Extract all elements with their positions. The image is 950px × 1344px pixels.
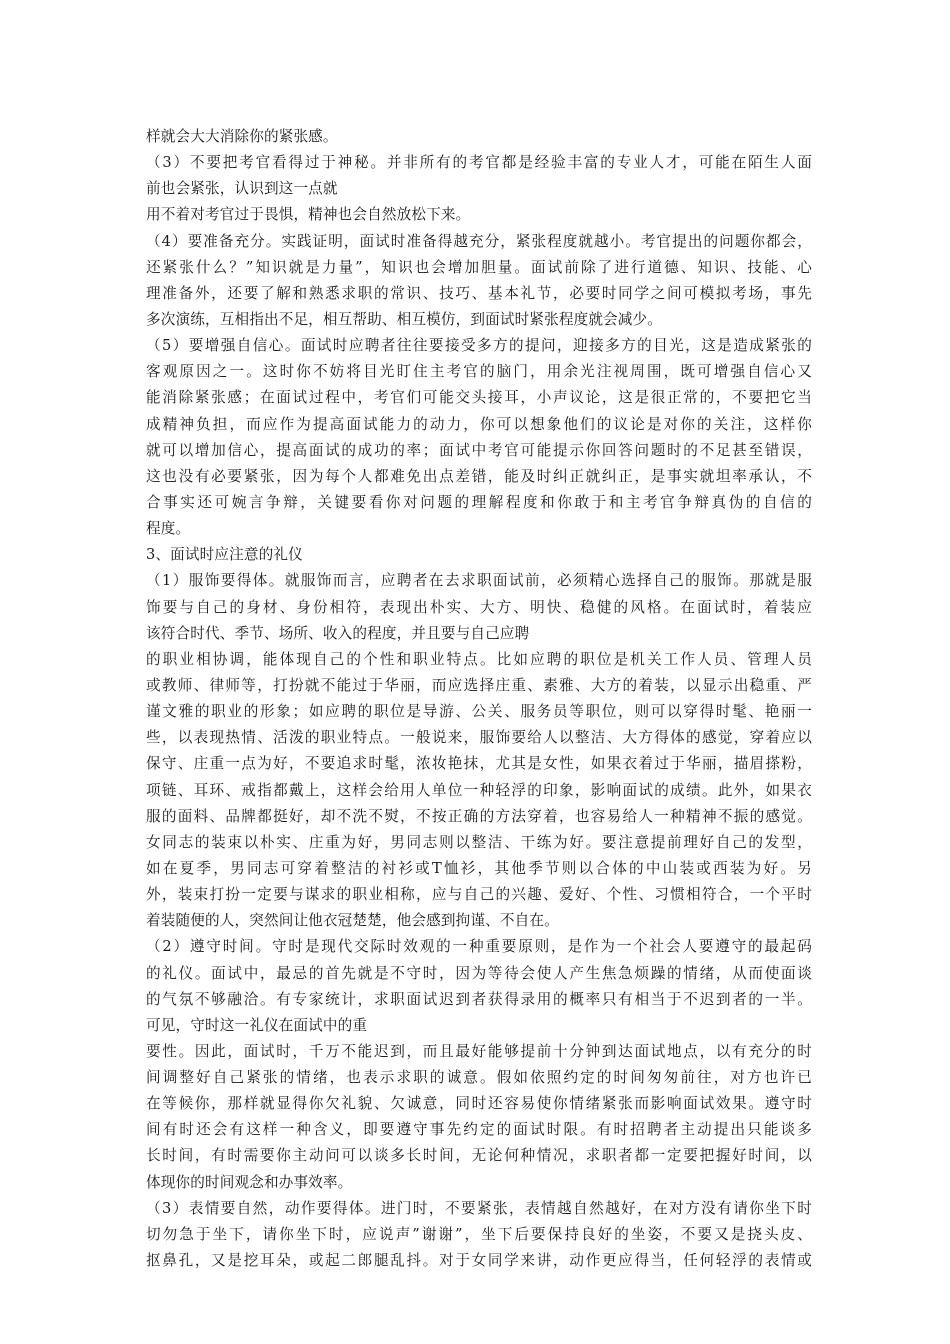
- text-line: 客观原因之一。这时你不妨将目光盯住主考官的脑门，用余光注视周围，既可增强自信心又: [146, 363, 812, 381]
- text-line: （4）要准备充分。实践证明，面试时准备得越充分，紧张程度就越小。考官提出的问题你都会，: [146, 232, 812, 250]
- document-body: [146, 124, 812, 1274]
- text-line: （1）服饰要得体。就服饰而言，应聘者在去求职面试前，必须精心选择自己的服饰。那就是服: [146, 572, 812, 590]
- text-line: 用不着对考官过于畏惧，精神也会自然放松下来。: [146, 206, 471, 224]
- text-line: （5）要增强自信心。面试时应聘者往往要接受多方的提问，迎接多方的目光，这是造成紧张的: [146, 337, 812, 355]
- text-line: 女同志的装束以朴实、庄重为好，男同志则以整洁、干练为好。要注意提前理好自己的发型，: [146, 833, 812, 851]
- text-line: 着装随便的人，突然间让他衣冠楚楚，他会感到拘谨、不自在。: [146, 912, 559, 930]
- text-line: 的气氛不够融洽。有专家统计，求职面试迟到者获得录用的概率只有相当于不迟到者的一半。: [146, 990, 812, 1008]
- text-line: 服的面料、品牌都挺好，却不洗不熨，不按正确的方法穿着，也容易给人一种精神不振的感觉。: [146, 807, 812, 825]
- text-line: 在等候你，那样就显得你欠礼貌、欠诚意，同时还容易使你情绪紧张而影响面试效果。遵守时: [146, 1095, 812, 1113]
- text-line: 的礼仪。面试中，最忌的首先就是不守时，因为等待会使人产生焦急烦躁的情绪，从而使面谈: [146, 964, 812, 982]
- text-line: 外，装束打扮一定要与谋求的职业相称，应与自己的兴趣、爱好、个性、习惯相符合，一个平时: [146, 886, 812, 904]
- text-line: 体现你的时间观念和办事效率。: [146, 1173, 353, 1191]
- text-line: 就可以增加信心，提高面试的成功的率；面试中考官可能提示你回答问题时的不足甚至错误，: [146, 441, 812, 459]
- text-line: 间有时还会有这样一种含义，即要遵守事先约定的面试时限。有时招聘者主动提出只能谈多: [146, 1121, 812, 1139]
- text-line: 程度。: [146, 520, 191, 538]
- text-line: 多次演练，互相指出不足，相互帮助、相互模仿，到面试时紧张程度就会减少。: [146, 310, 663, 328]
- text-line: 理准备外，还要了解和熟悉求职的常识、技巧、基本礼节，必要时同学之间可模拟考场，事先: [146, 284, 812, 302]
- text-line: 该符合时代、季节、场所、收入的程度，并且要与自己应聘: [146, 624, 530, 642]
- text-line: 能消除紧张感；在面试过程中，考官们可能交头接耳，小声议论，这是很正常的，不要把它当: [146, 389, 812, 407]
- text-line: 还紧张什么？”知识就是力量”，知识也会增加胆量。面试前除了进行道德、知识、技能、心: [146, 258, 812, 276]
- text-line: 可见，守时这一礼仪在面试中的重: [146, 1016, 368, 1034]
- text-line: （3）表情要自然，动作要得体。进门时，不要紧张，表情越自然越好，在对方没有请你坐下时: [146, 1199, 812, 1217]
- text-line: （2）遵守时间。守时是现代交际时效观的一种重要原则，是作为一个社会人要遵守的最起码: [146, 938, 812, 956]
- text-line: 切勿急于坐下，请你坐下时，应说声”谢谢”，坐下后要保持良好的坐姿，不要又是挠头皮、: [146, 1225, 812, 1243]
- text-line: 或教师、律师等，打扮就不能过于华丽，而应选择庄重、素雅、大方的着装，以显示出稳重、严: [146, 676, 812, 694]
- text-line: 前也会紧张，认识到这一点就: [146, 180, 338, 198]
- text-line: 的职业相协调，能体现自己的个性和职业特点。比如应聘的职位是机关工作人员、管理人员: [146, 650, 812, 668]
- text-line: 抠鼻孔，又是挖耳朵，或起二郎腿乱抖。对于女同学来讲，动作更应得当，任何轻浮的表情或: [146, 1252, 812, 1270]
- text-line: 项链、耳环、戒指都戴上，这样会给用人单位一种轻浮的印象，影响面试的成绩。此外，如果衣: [146, 781, 812, 799]
- text-line: 合事实还可婉言争辩，关键要看你对问题的理解程度和你敢于和主考官争辩真伪的自信的: [146, 493, 812, 511]
- text-line: 3、面试时应注意的礼仪: [146, 546, 303, 564]
- text-line: 饰要与自己的身材、身份相符，表现出朴实、大方、明快、稳健的风格。在面试时，着装应: [146, 598, 812, 616]
- text-line: 长时间，有时需要你主动问可以谈多长时间，无论何种情况，求职者都一定要把握好时间，以: [146, 1147, 812, 1165]
- text-line: （3）不要把考官看得过于神秘。并非所有的考官都是经验丰富的专业人才，可能在陌生人面: [146, 154, 812, 172]
- text-line: 保守、庄重一点为好，不要追求时髦，浓妆艳抹，尤其是女性，如果衣着过于华丽，描眉搽粉，: [146, 755, 812, 773]
- text-line: 成精神负担，而应作为提高面试能力的动力，你可以想象他们的议论是对你的关注，这样你: [146, 415, 812, 433]
- text-line: 间调整好自己紧张的情绪，也表示求职的诚意。假如依照约定的时间匆匆前往，对方也许已: [146, 1069, 812, 1087]
- text-line: 样就会大大消除你的紧张感。: [146, 128, 338, 145]
- text-line: 这也没有必要紧张，因为每个人都难免出点差错，能及时纠正就纠正，是事实就坦率承认，不: [146, 467, 812, 485]
- text-line: 些，以表现热情、活泼的职业特点。一般说来，服饰要给人以整洁、大方得体的感觉，穿着应以: [146, 729, 812, 747]
- text-line: 谨文雅的职业的形象；如应聘的职位是导游、公关、服务员等职位，则可以穿得时髦、艳丽一: [146, 703, 812, 721]
- text-line: 如在夏季，男同志可穿着整洁的衬衫或T恤衫，其他季节则以合体的中山装或西装为好。另: [146, 859, 812, 877]
- text-line: 要性。因此，面试时，千万不能迟到，而且最好能够提前十分钟到达面试地点，以有充分的时: [146, 1042, 812, 1060]
